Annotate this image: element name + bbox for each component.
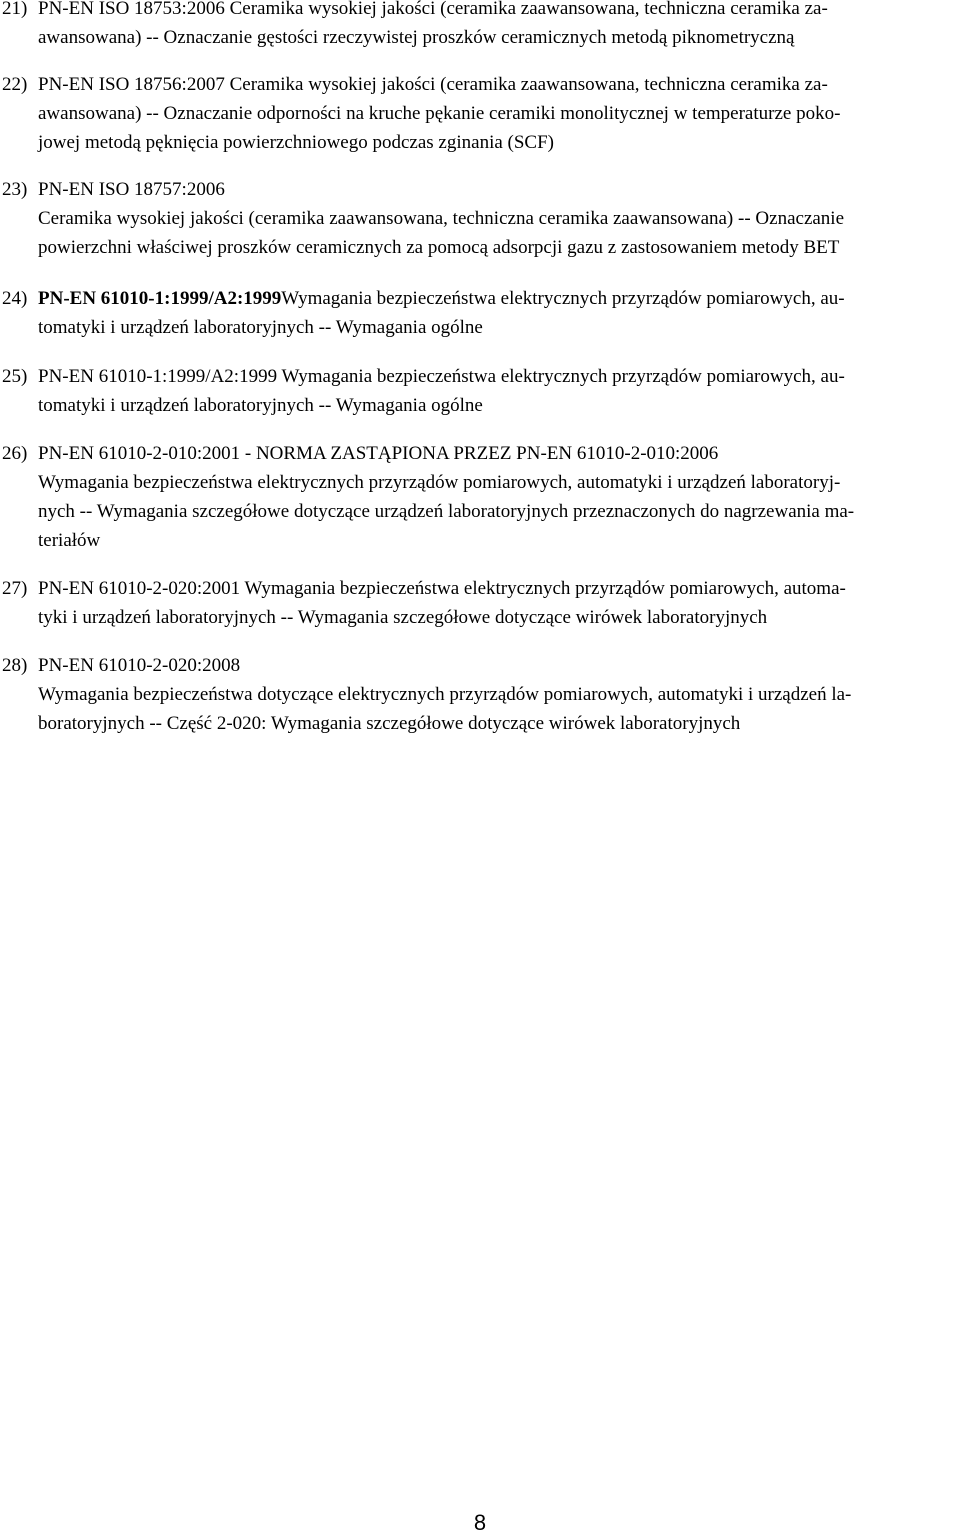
entry-line: PN-EN 61010-1:1999/A2:1999 Wymagania bezpieczeństwa elektrycznych przyrządów pomiarowych, au- <box>38 366 845 387</box>
page-number: 8 <box>473 1510 487 1535</box>
standard-code: PN-EN 61010-1:1999/A2:1999 <box>38 288 282 309</box>
entry-number: 27) <box>2 578 28 599</box>
entry-line: PN-EN 61010-2-020:2008 <box>38 655 241 676</box>
entry-line: Wymagania bezpieczeństwa dotyczące elektrycznych przyrządów pomiarowych, automatyki i urządzeń la- <box>38 684 852 705</box>
entry-line: nych -- Wymagania szczegółowe dotyczące urządzeń laboratoryjnych przeznaczonych do nagrzewania ma- <box>38 501 855 522</box>
entry-line: tyki i urządzeń laboratoryjnych -- Wymagania szczegółowe dotyczące wirówek laboratoryjnych <box>38 607 768 628</box>
entry-line: PN-EN ISO 18756:2007 Ceramika wysokiej jakości (ceramika zaawansowana, techniczna ceramika za- <box>38 74 828 95</box>
entry-line: Ceramika wysokiej jakości (ceramika zaawansowana, techniczna ceramika zaawansowana) -- Oznaczanie <box>38 208 845 229</box>
entry-number: 21) <box>2 0 28 19</box>
entry-line: powierzchni właściwej proszków ceramicznych za pomocą adsorpcji gazu z zastosowaniem metody BET <box>38 237 840 258</box>
entry-line: Wymagania bezpieczeństwa elektrycznych przyrządów pomiarowych, au- <box>281 288 845 309</box>
entry-line: teriałów <box>38 530 101 551</box>
entry-line: jowej metodą pęknięcia powierzchniowego podczas zginania (SCF) <box>38 132 554 153</box>
entry-number: 23) <box>2 179 28 200</box>
entry-line: boratoryjnych -- Część 2-020: Wymagania szczegółowe dotyczące wirówek laboratoryjnych <box>38 713 741 734</box>
entry-line: Wymagania bezpieczeństwa elektrycznych przyrządów pomiarowych, automatyki i urządzeń laboratoryj- <box>38 472 841 493</box>
entry-number: 25) <box>2 366 28 387</box>
entry-number: 28) <box>2 655 28 676</box>
entry-number: 24) <box>2 288 28 309</box>
entry-line: PN-EN ISO 18753:2006 Ceramika wysokiej jakości (ceramika zaawansowana, techniczna ceramika za- <box>38 0 828 19</box>
entry-number: 22) <box>2 74 28 95</box>
entry-number: 26) <box>2 443 28 464</box>
entry-line: PN-EN 61010-2-010:2001 - NORMA ZASTĄPIONA PRZEZ PN-EN 61010-2-010:2006 <box>38 443 719 464</box>
entry-line: tomatyki i urządzeń laboratoryjnych -- Wymagania ogólne <box>38 395 483 416</box>
entry-line: awansowana) -- Oznaczanie odporności na kruche pękanie ceramiki monolitycznej w temperaturze poko- <box>38 103 841 124</box>
entry-line: awansowana) -- Oznaczanie gęstości rzeczywistej proszków ceramicznych metodą piknometryczną <box>38 27 795 48</box>
entry-line: tomatyki i urządzeń laboratoryjnych -- Wymagania ogólne <box>38 317 483 338</box>
entry-first-line <box>38 286 845 312</box>
entry-line: PN-EN 61010-2-020:2001 Wymagania bezpieczeństwa elektrycznych przyrządów pomiarowych, automa- <box>38 578 846 599</box>
entry-line: PN-EN ISO 18757:2006 <box>38 179 225 200</box>
